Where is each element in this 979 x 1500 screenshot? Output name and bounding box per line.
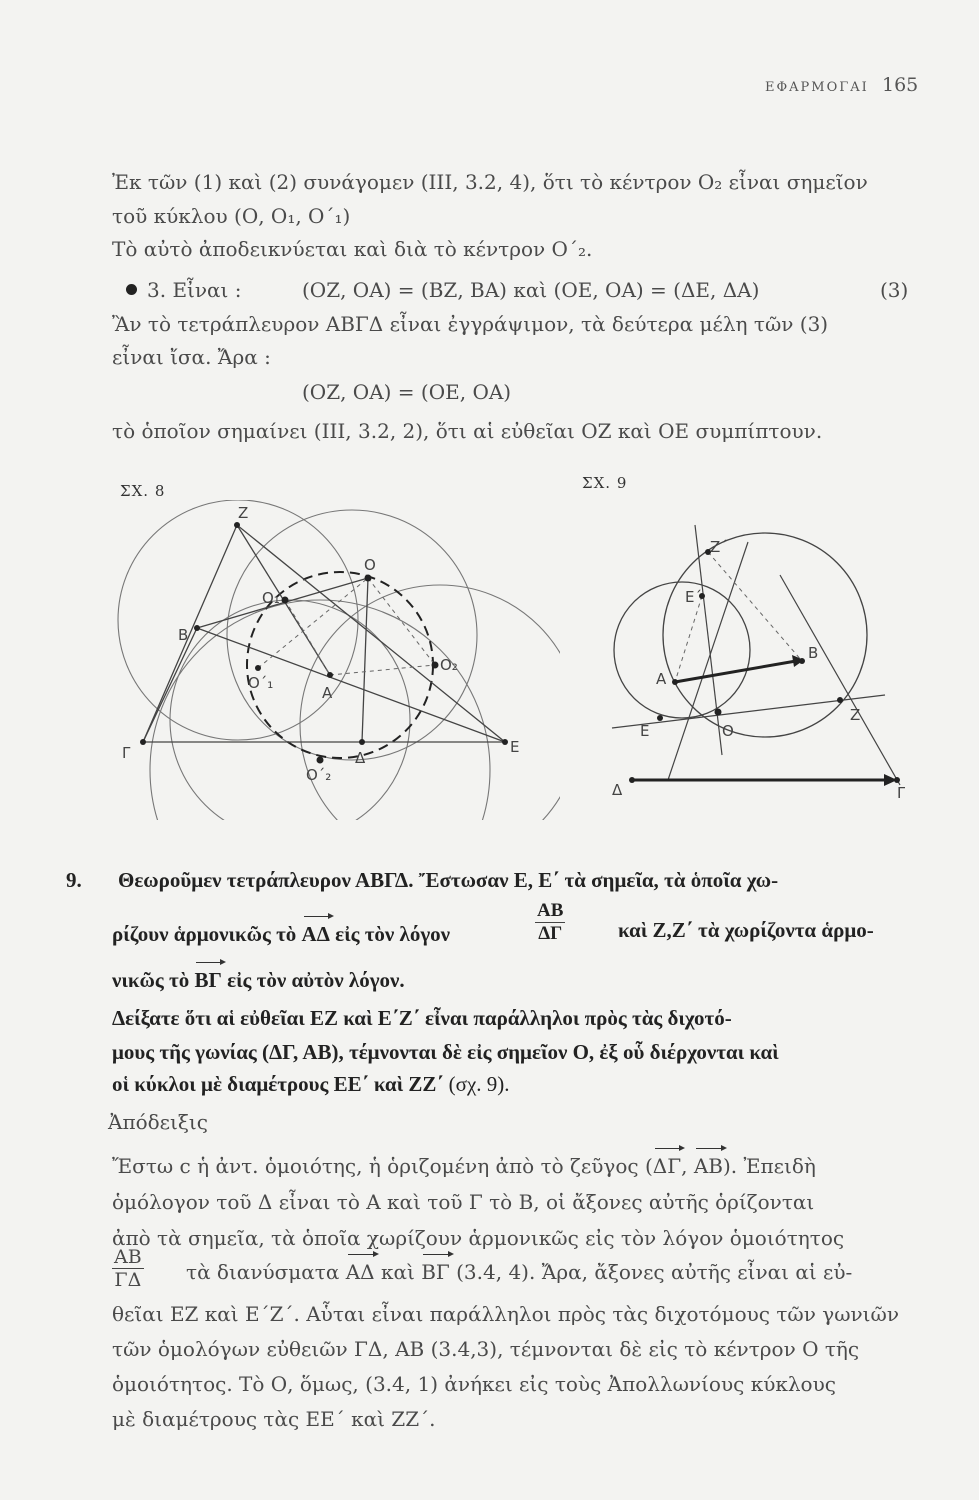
text-line: Τὸ αὐτὸ ἀποδεικνύεται καὶ διὰ τὸ κέντρον Ο΄₂. <box>112 237 593 261</box>
proof-line <box>186 1260 852 1284</box>
proof-text: καὶ <box>380 1260 415 1284</box>
item-number: 3. <box>147 278 167 302</box>
problem-line: Θεωροῦμεν τετράπλευρον ΑΒΓΔ. Ἔστωσαν Ε, Ε΄ τὰ σημεῖα, τὰ ὁποῖα χω- <box>118 868 779 892</box>
fig9-label: Ζ <box>850 706 861 724</box>
problem-line <box>112 1072 510 1097</box>
fig8-line-OD <box>362 578 368 742</box>
proof-heading: Ἀπόδειξις <box>108 1110 208 1134</box>
fig9-label: Α <box>656 670 667 688</box>
fraction-numerator: ΑΒ <box>114 1246 142 1268</box>
text-line: Ἂν τὸ τετράπλευρον ΑΒΓΔ εἶναι ἐγγράψιμον, τὰ δεύτερα μέλη τῶν (3) <box>112 312 829 336</box>
fig8-label: Ζ <box>238 504 249 522</box>
fig8-circle <box>170 600 410 820</box>
text-line: εἶναι ἴσα. Ἄρα : <box>112 345 271 369</box>
fig9-circle <box>614 582 750 718</box>
fig8-line-BE <box>197 628 505 742</box>
proof-text: , <box>681 1154 694 1178</box>
fig8-point <box>234 522 240 528</box>
fig9-vector-AB <box>675 661 796 682</box>
vector-BG: ΒΓ <box>421 1260 450 1284</box>
fig8-label: Ο₂ <box>440 656 458 674</box>
fig9-dashed-line <box>708 552 802 661</box>
fig8-label: Ο΄₁ <box>248 674 274 692</box>
fig8-point <box>502 739 508 745</box>
text-line: τοῦ κύκλου (Ο, Ο₁, Ο΄₁) <box>112 204 351 228</box>
equation-number: (3) <box>880 278 909 302</box>
fig8-label: Β <box>178 626 189 644</box>
fig9-line-Gamma <box>780 575 900 785</box>
fig9-point <box>672 679 678 685</box>
fraction <box>112 1246 144 1291</box>
proof-line: ὁμοιότητος. Τὸ Ο, ὅμως, (3.4, 1) ἀνήκει εἰς τοὺς Ἀπολλωνίους κύκλους <box>112 1372 836 1396</box>
fig8-point <box>432 662 439 669</box>
figure-8 <box>100 500 560 820</box>
problem-line <box>112 968 405 993</box>
equation: (ΟΖ, ΟΑ) = (ΒΖ, ΒΑ) καὶ (ΟΕ, ΟΑ) = (ΔΕ, ΔΑ) <box>302 278 760 302</box>
proof-text: Ἔστω c ἡ ἀντ. ὁμοιότης, ἡ ὁριζομένη ἀπὸ τὸ ζεῦγος ( <box>112 1154 653 1178</box>
text-line: τὸ ὁποῖον σημαίνει (III, 3.2, 2), ὅτι αἱ εὐθεῖαι ΟΖ καὶ ΟΕ συμπίπτουν. <box>112 419 823 443</box>
fig8-point <box>194 625 200 631</box>
problem-line: Δείξατε ὅτι αἱ εὐθεῖαι ΕΖ καὶ Ε΄Ζ΄ εἶναι παράλληλοι πρὸς τὰς διχοτό- <box>112 1006 732 1030</box>
fig9-label: Ζ΄ <box>710 538 728 556</box>
fig8-point <box>327 672 333 678</box>
fig8-circle <box>118 500 358 740</box>
figure-8-caption: ΣΧ. 8 <box>120 482 166 500</box>
fig8-dashed-line <box>368 578 435 665</box>
fig9-label: Γ <box>897 784 905 800</box>
proof-line <box>112 1154 816 1178</box>
problem-number: 9. <box>66 868 82 892</box>
text-line: Ἐκ τῶν (1) καὶ (2) συνάγομεν (III, 3.2, 4), ὅτι τὸ κέντρον Ο₂ εἶναι σημεῖον <box>112 170 868 194</box>
fraction <box>535 900 565 945</box>
fraction-numerator: ΑΒ <box>537 900 564 921</box>
fig9-point <box>799 658 805 664</box>
fig8-label: Δ <box>355 749 366 767</box>
problem-line <box>112 922 450 947</box>
fig8-label: Ο <box>364 556 376 574</box>
bullet-icon <box>126 284 137 295</box>
proof-text: τὰ διανύσματα <box>186 1260 340 1284</box>
fig8-point <box>140 739 146 745</box>
running-head: ΕΦΑΡΜΟΓΑΙ <box>765 80 869 95</box>
problem-line: μους τῆς γωνίας (ΔΓ, ΑΒ), τέμνονται δὲ εἰς σημεῖον Ο, ἐξ οὗ διέρχονται καὶ <box>112 1040 779 1064</box>
item-text: Εἶναι : <box>172 278 242 302</box>
vector-AB: ΑΒ <box>693 1154 723 1178</box>
page-number: 165 <box>882 74 919 96</box>
problem-text: ρίζουν ἁρμονικῶς τὸ <box>112 922 297 946</box>
fig9-label: Ε <box>640 722 650 740</box>
proof-text: ). Ἐπειδὴ <box>722 1154 816 1178</box>
figure-9 <box>595 510 905 800</box>
problem-text: νικῶς τὸ <box>112 968 190 992</box>
proof-line: ἀπὸ τὰ σημεῖα, τὰ ὁποῖα χωρίζουν ἁρμονικῶς εἰς τὸν λόγον ὁμοιότητος <box>112 1226 845 1250</box>
vector-BG: ΒΓ <box>194 968 222 992</box>
fig9-point <box>837 697 843 703</box>
fig8-point <box>255 665 261 671</box>
proof-line: ὁμόλογον τοῦ Δ εἶναι τὸ Α καὶ τοῦ Γ τὸ Β, οἱ ἄξονες αὐτῆς ὁρίζονται <box>112 1190 815 1214</box>
vector-AD: ΑΔ <box>301 922 330 946</box>
fig8-circle <box>150 600 490 820</box>
fig8-point <box>365 575 372 582</box>
problem-text: εἰς τὸν λόγον <box>335 922 451 946</box>
fig8-point <box>317 757 324 764</box>
vector-DG: ΔΓ <box>652 1154 682 1178</box>
fig9-circle <box>663 533 867 737</box>
fig9-label: Ε΄ <box>685 588 702 606</box>
fig8-point <box>282 597 289 604</box>
fraction-denominator: ΓΔ <box>114 1269 142 1291</box>
fig9-point <box>715 709 722 716</box>
fig8-line-BO <box>197 578 368 628</box>
problem-text: εἰς τὸν αὐτὸν λόγον. <box>227 968 405 992</box>
fig9-point <box>894 777 900 783</box>
fig9-label: Ο <box>722 722 734 740</box>
fig8-label: Α <box>322 684 333 702</box>
fig9-point <box>629 777 635 783</box>
problem-line: καὶ Ζ,Ζ΄ τὰ χωρίζοντα ἁρμο- <box>618 918 874 942</box>
proof-line: θεῖαι ΕΖ καὶ Ε΄Ζ΄. Αὗται εἶναι παράλληλοι πρὸς τὰς διχοτόμους τῶν γωνιῶν <box>112 1302 899 1326</box>
equation: (ΟΖ, ΟΑ) = (ΟΕ, ΟΑ) <box>302 380 512 404</box>
proof-text: (3.4, 4). Ἄρα, ἄξονες αὐτῆς εἶναι αἱ εὐ- <box>456 1260 853 1284</box>
fig8-label: Γ <box>122 744 131 762</box>
fig8-label: Ο΄₂ <box>306 766 332 784</box>
proof-line: μὲ διαμέτρους τὰς ΕΕ΄ καὶ ΖΖ΄. <box>112 1407 436 1431</box>
fraction-denominator: ΔΓ <box>538 923 563 944</box>
problem-text: οἱ κύκλοι μὲ διαμέτρους ΕΕ΄ καὶ ΖΖ΄ <box>112 1072 444 1096</box>
fig8-label: Ε <box>510 738 520 756</box>
figure-ref: (σχ. 9). <box>448 1072 510 1096</box>
vector-AD: ΑΔ <box>345 1260 375 1284</box>
fig9-dashed-line <box>675 596 702 682</box>
figure-9-caption: ΣΧ. 9 <box>582 474 628 492</box>
fig9-label: Δ <box>612 781 623 799</box>
fig8-circle <box>300 585 560 820</box>
fig8-label: Ο₁ <box>262 589 280 607</box>
text-line <box>126 278 242 302</box>
fig8-point <box>359 739 365 745</box>
proof-line: τῶν ὁμολόγων εὐθειῶν ΓΔ, ΑΒ (3.4,3), τέμνονται δὲ εἰς τὸ κέντρον Ο τῆς <box>112 1337 860 1361</box>
fig9-point <box>657 715 663 721</box>
fig9-label: Β <box>808 644 819 662</box>
